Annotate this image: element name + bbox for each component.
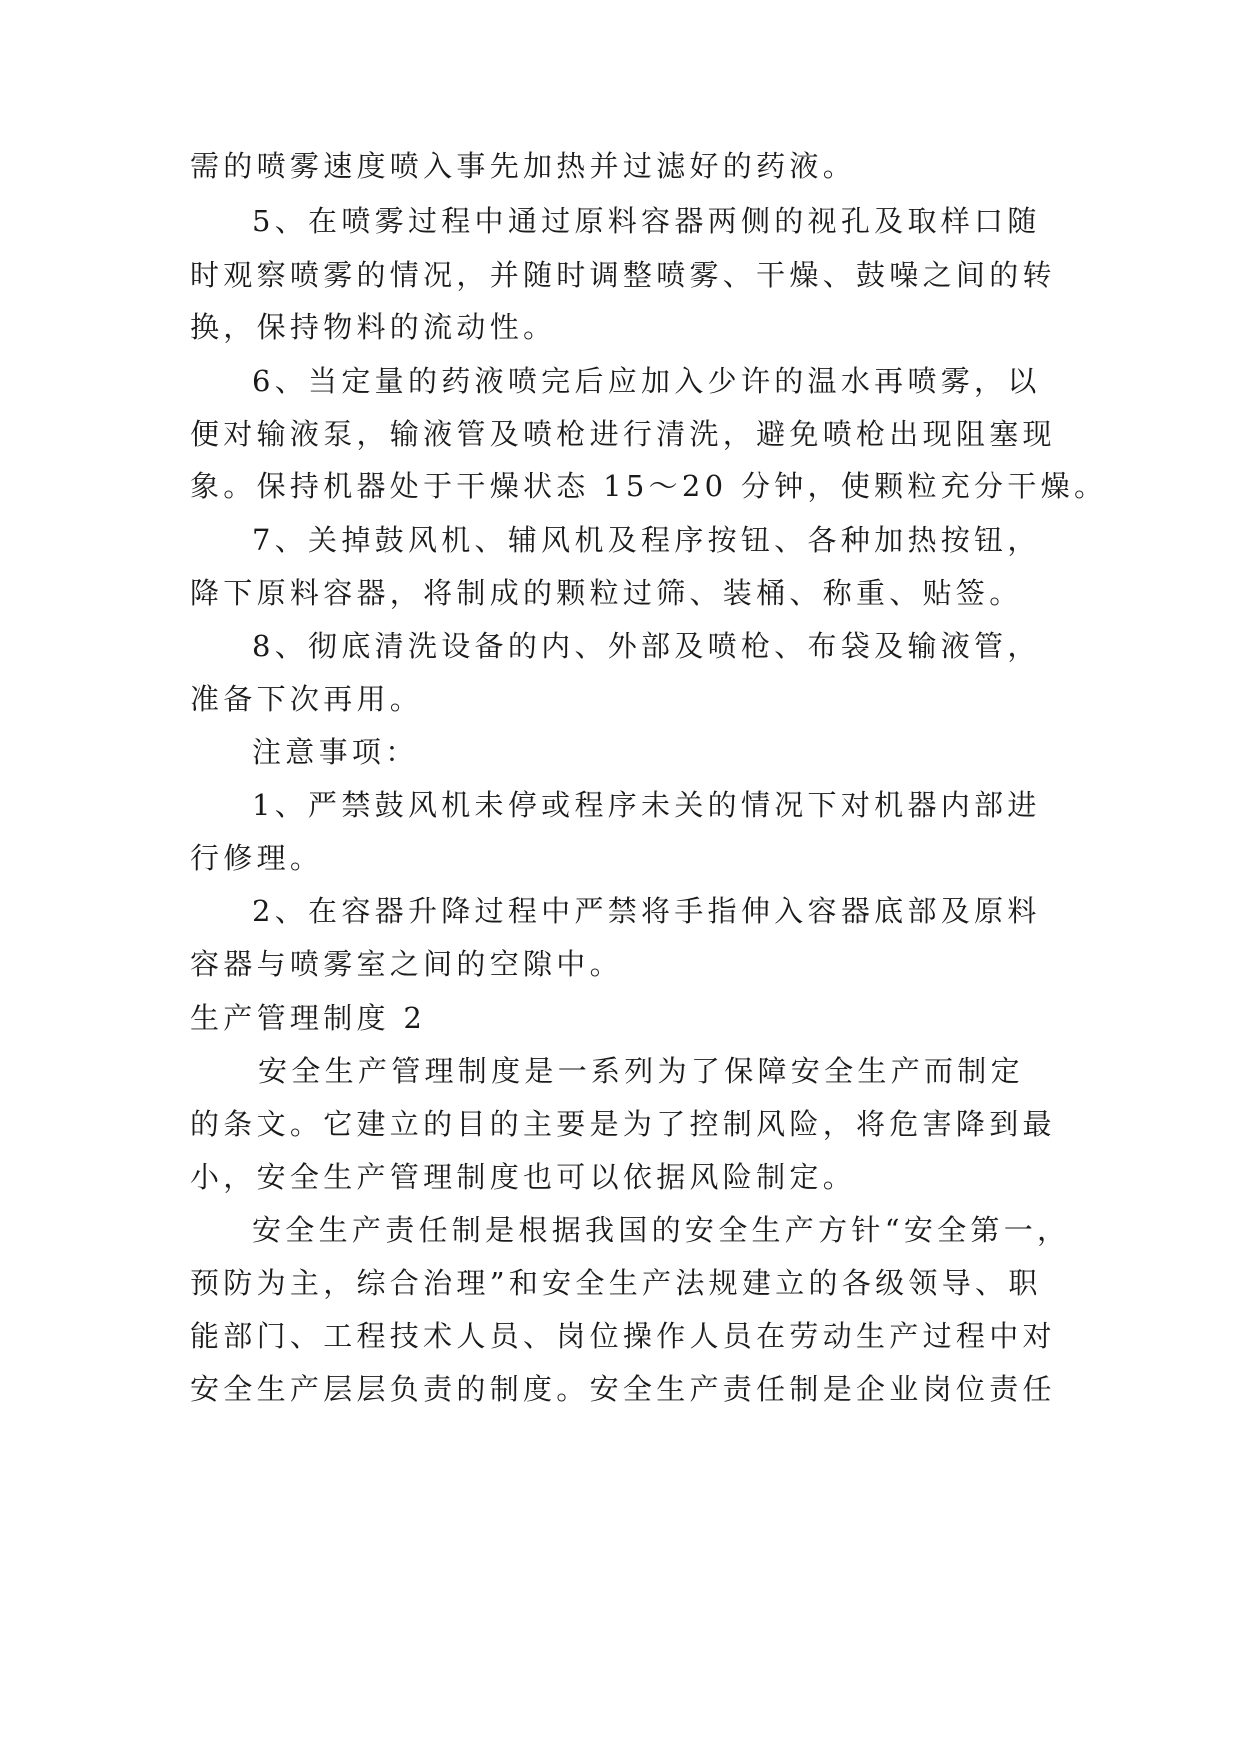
section-heading: 注意事项： [252,735,419,769]
text-line: 安全生产责任制是根据我国的安全生产方针“安全第一， [252,1213,1071,1247]
text-line: 小，安全生产管理制度也可以依据风险制定。 [190,1160,857,1194]
text-line: 能部门、工程技术人员、岗位操作人员在劳动生产过程中对 [190,1319,1056,1353]
text-line: 降下原料容器，将制成的颗粒过筛、装桶、称重、贴签。 [190,576,1023,610]
text-line: 8、彻底清洗设备的内、外部及喷枪、布袋及输液管， [252,629,1041,663]
text-line: 6、当定量的药液喷完后应加入少许的温水再喷雾，以 [252,364,1041,398]
text-line: 需的喷雾速度喷入事先加热并过滤好的药液。 [190,149,857,183]
text-line: 安全生产管理制度是一系列为了保障安全生产而制定 [258,1054,1024,1088]
text-line: 准备下次再用。 [190,682,424,716]
text-line: 1、严禁鼓风机未停或程序未关的情况下对机器内部进 [252,788,1041,822]
text-line: 预防为主，综合治理”和安全生产法规建立的各级领导、职 [190,1266,1042,1300]
text-line: 便对输液泵，输液管及喷枪进行清洗，避免喷枪出现阻塞现 [190,417,1056,451]
text-line: 的条文。它建立的目的主要是为了控制风险，将危害降到最 [190,1107,1056,1141]
text-line: 2、在容器升降过程中严禁将手指伸入容器底部及原料 [252,894,1041,928]
text-line: 安全生产层层负责的制度。安全生产责任制是企业岗位责任 [190,1372,1056,1406]
text-line: 容器与喷雾室之间的空隙中。 [190,947,623,981]
text-line: 时观察喷雾的情况，并随时调整喷雾、干燥、鼓噪之间的转 [190,258,1056,292]
text-line: 7、关掉鼓风机、辅风机及程序按钮、各种加热按钮， [252,523,1041,557]
text-line: 象。保持机器处于干燥状态 15～20 分钟，使颗粒充分干燥。 [190,469,1108,503]
section-title: 生产管理制度 2 [190,1001,427,1035]
text-line: 5、在喷雾过程中通过原料容器两侧的视孔及取样口随 [252,204,1041,238]
text-line: 换，保持物料的流动性。 [190,310,557,344]
text-line: 行修理。 [190,841,324,875]
